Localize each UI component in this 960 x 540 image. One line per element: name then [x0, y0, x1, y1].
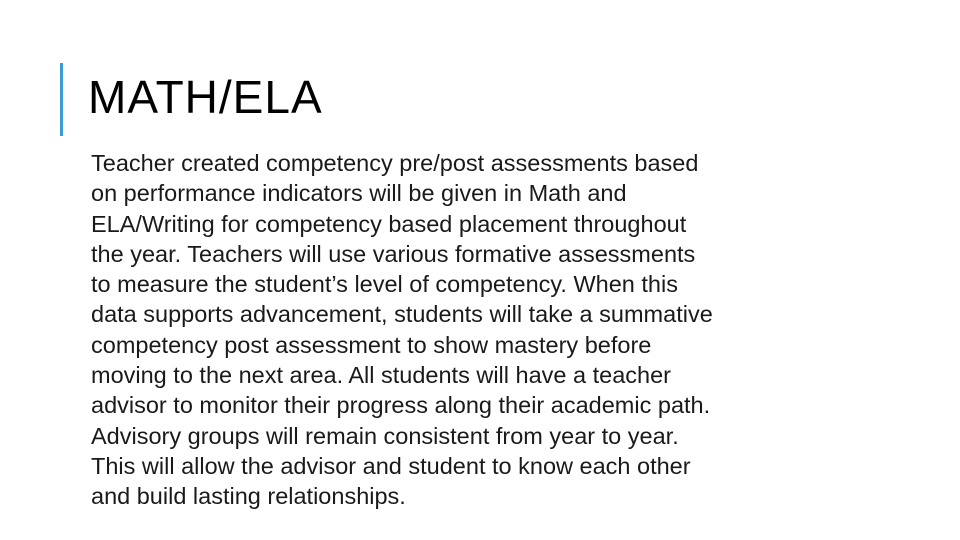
slide-title: MATH/ELA: [88, 71, 323, 123]
title-accent-bar: [60, 63, 63, 136]
slide-body-text: Teacher created competency pre/post assessments based on performance indicators will be given in Math and ELA/Writing for competency based placement throughout the year. Teachers will use various formative assessments to measure the student’s level of competency. When this data supports advancement, students will take a summative competency post assessment to show mastery before moving to the next area. All students will have a teacher advisor to monitor their progress along their academic path. Advisory groups will remain consistent from year to year. This will allow the advisor and student to know each other and build lasting relationships.: [91, 150, 713, 510]
